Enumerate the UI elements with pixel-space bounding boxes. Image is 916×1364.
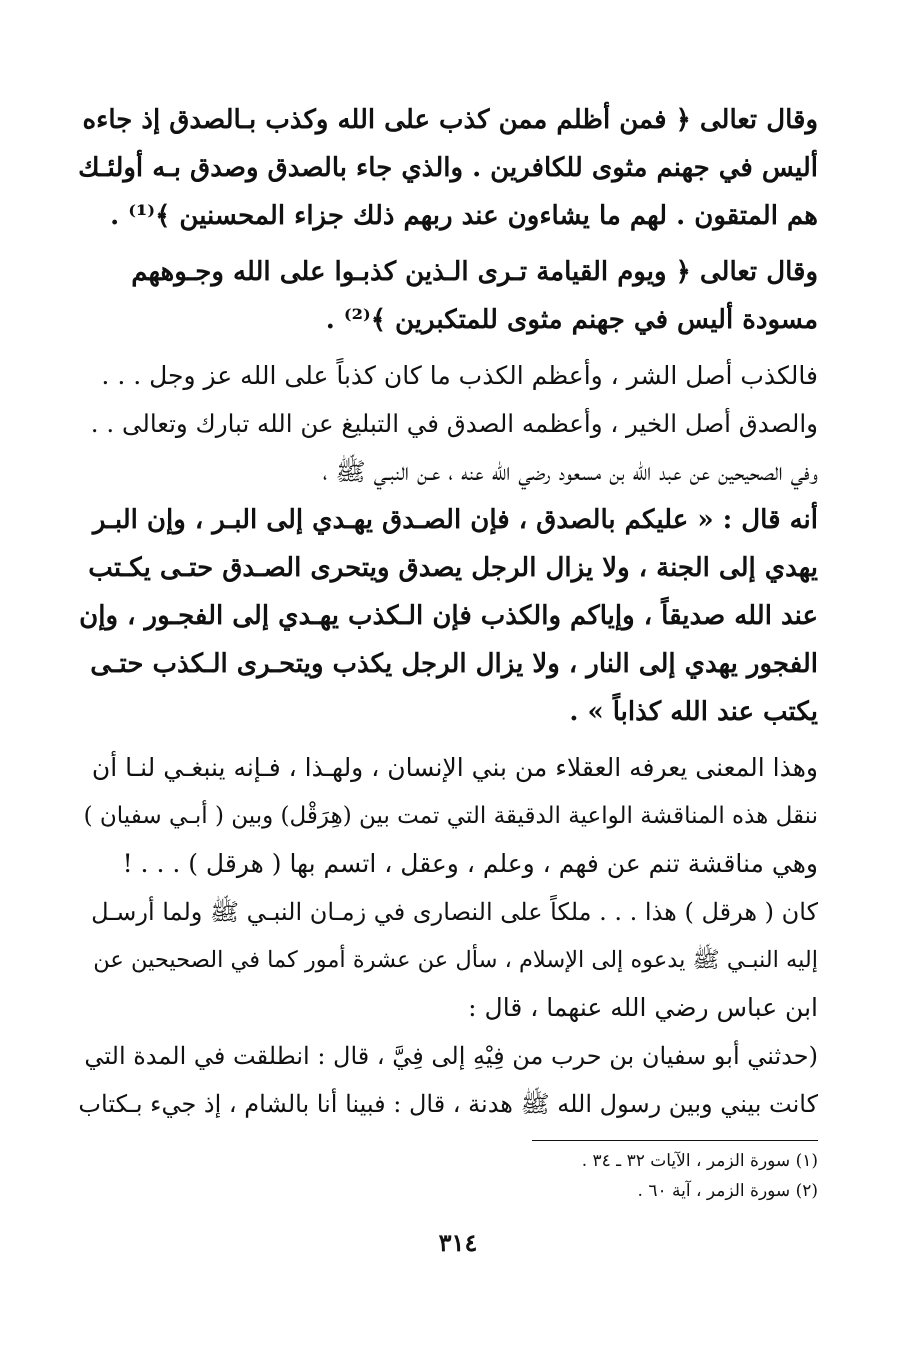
verse-line: أليس في جهنم مثوى للكافرين . والذي جاء بالصدق وصدق بـه أولئـك — [78, 153, 818, 183]
text-line: ننقل هذه المناقشة الواعية الدقيقة التي تمت بين (هِرَقْل) وبين ( أبـي سفيان ) — [83, 803, 818, 829]
verse-line: مسودة أليس في جهنم مثوى للمتكبرين ﴾⁽²⁾ . — [325, 305, 818, 335]
footnote: (٢) سورة الزمر ، آية ٦٠ . — [637, 1181, 818, 1201]
text-line: وفي الصحيحين عن عبد الله بن مسعود رضي الله عنه ، عـن النبـي ﷺ ، — [322, 457, 818, 486]
text-line: وهي مناقشة تنم عن فهم ، وعلم ، وعقل ، اتسم بها ( هرقل ) . . . ! — [122, 849, 818, 878]
page-number: ٣١٤ — [438, 1228, 478, 1257]
hadith-line: الفجور يهدي إلى النار ، ولا يزال الرجل يكذب ويتحـرى الـكذب حتـى — [90, 649, 818, 679]
text-line: ابن عباس رضي الله عنهما ، قال : — [468, 993, 818, 1022]
text-line: إليه النبـي ﷺ يدعوه إلى الإسلام ، سأل عن عشرة أمور كما في الصحيحين عن — [93, 947, 818, 973]
text-line: والصدق أصل الخير ، وأعظمه الصدق في التبليغ عن الله تبارك وتعالى . . — [90, 409, 818, 438]
footnote: (١) سورة الزمر ، الآيات ٣٢ ـ ٣٤ . — [581, 1151, 818, 1171]
text-line: كان ( هرقل ) هذا . . . ملكاً على النصارى في زمـان النبـي ﷺ ولما أرسـل — [91, 898, 818, 926]
verse-line: هم المتقون . لهم ما يشاءون عند ربهم ذلك جزاء المحسنين ﴾⁽¹⁾ . — [110, 201, 818, 231]
text-line: كانت بيني وبين رسول الله ﷺ هدنة ، قال : فبينا أنا بالشام ، إذ جيء بـكتاب — [78, 1090, 818, 1118]
hadith-line: يهدي إلى الجنة ، ولا يزال الرجل يصدق ويتحرى الصـدق حتـى يكـتب — [88, 553, 818, 583]
hadith-line: يكتب عند الله كذاباً » . — [569, 697, 818, 727]
text-line: (حدثني أبو سفيان بن حرب من فِيْهِ إلى فِيَّ ، قال : انطلقت في المدة التي — [84, 1042, 818, 1070]
text-line: فالكذب أصل الشر ، وأعظم الكذب ما كان كذباً على الله عز وجل . . . — [101, 361, 818, 390]
verse-line: وقال تعالى ﴿ ويوم القيامة تـرى الـذين كذبـوا على الله وجـوههم — [131, 257, 818, 287]
text-line: وهذا المعنى يعرفه العقلاء من بني الإنسان ، ولهـذا ، فـإنه ينبغـي لنـا أن — [91, 753, 818, 782]
verse-line: وقال تعالى ﴿ فمن أظلم ممن كذب على الله وكذب بـالصدق إذ جاءه — [82, 105, 818, 135]
footnote-divider — [532, 1140, 818, 1141]
body-text — [78, 96, 818, 1128]
hadith-line: أنه قال : « عليكم بالصدق ، فإن الصـدق يهـدي إلى البـر ، وإن البـر — [92, 505, 818, 535]
hadith-line: عند الله صديقاً ، وإياكم والكذب فإن الـكذب يهـدي إلى الفجـور ، وإن — [79, 601, 818, 631]
footnotes — [318, 1146, 818, 1206]
